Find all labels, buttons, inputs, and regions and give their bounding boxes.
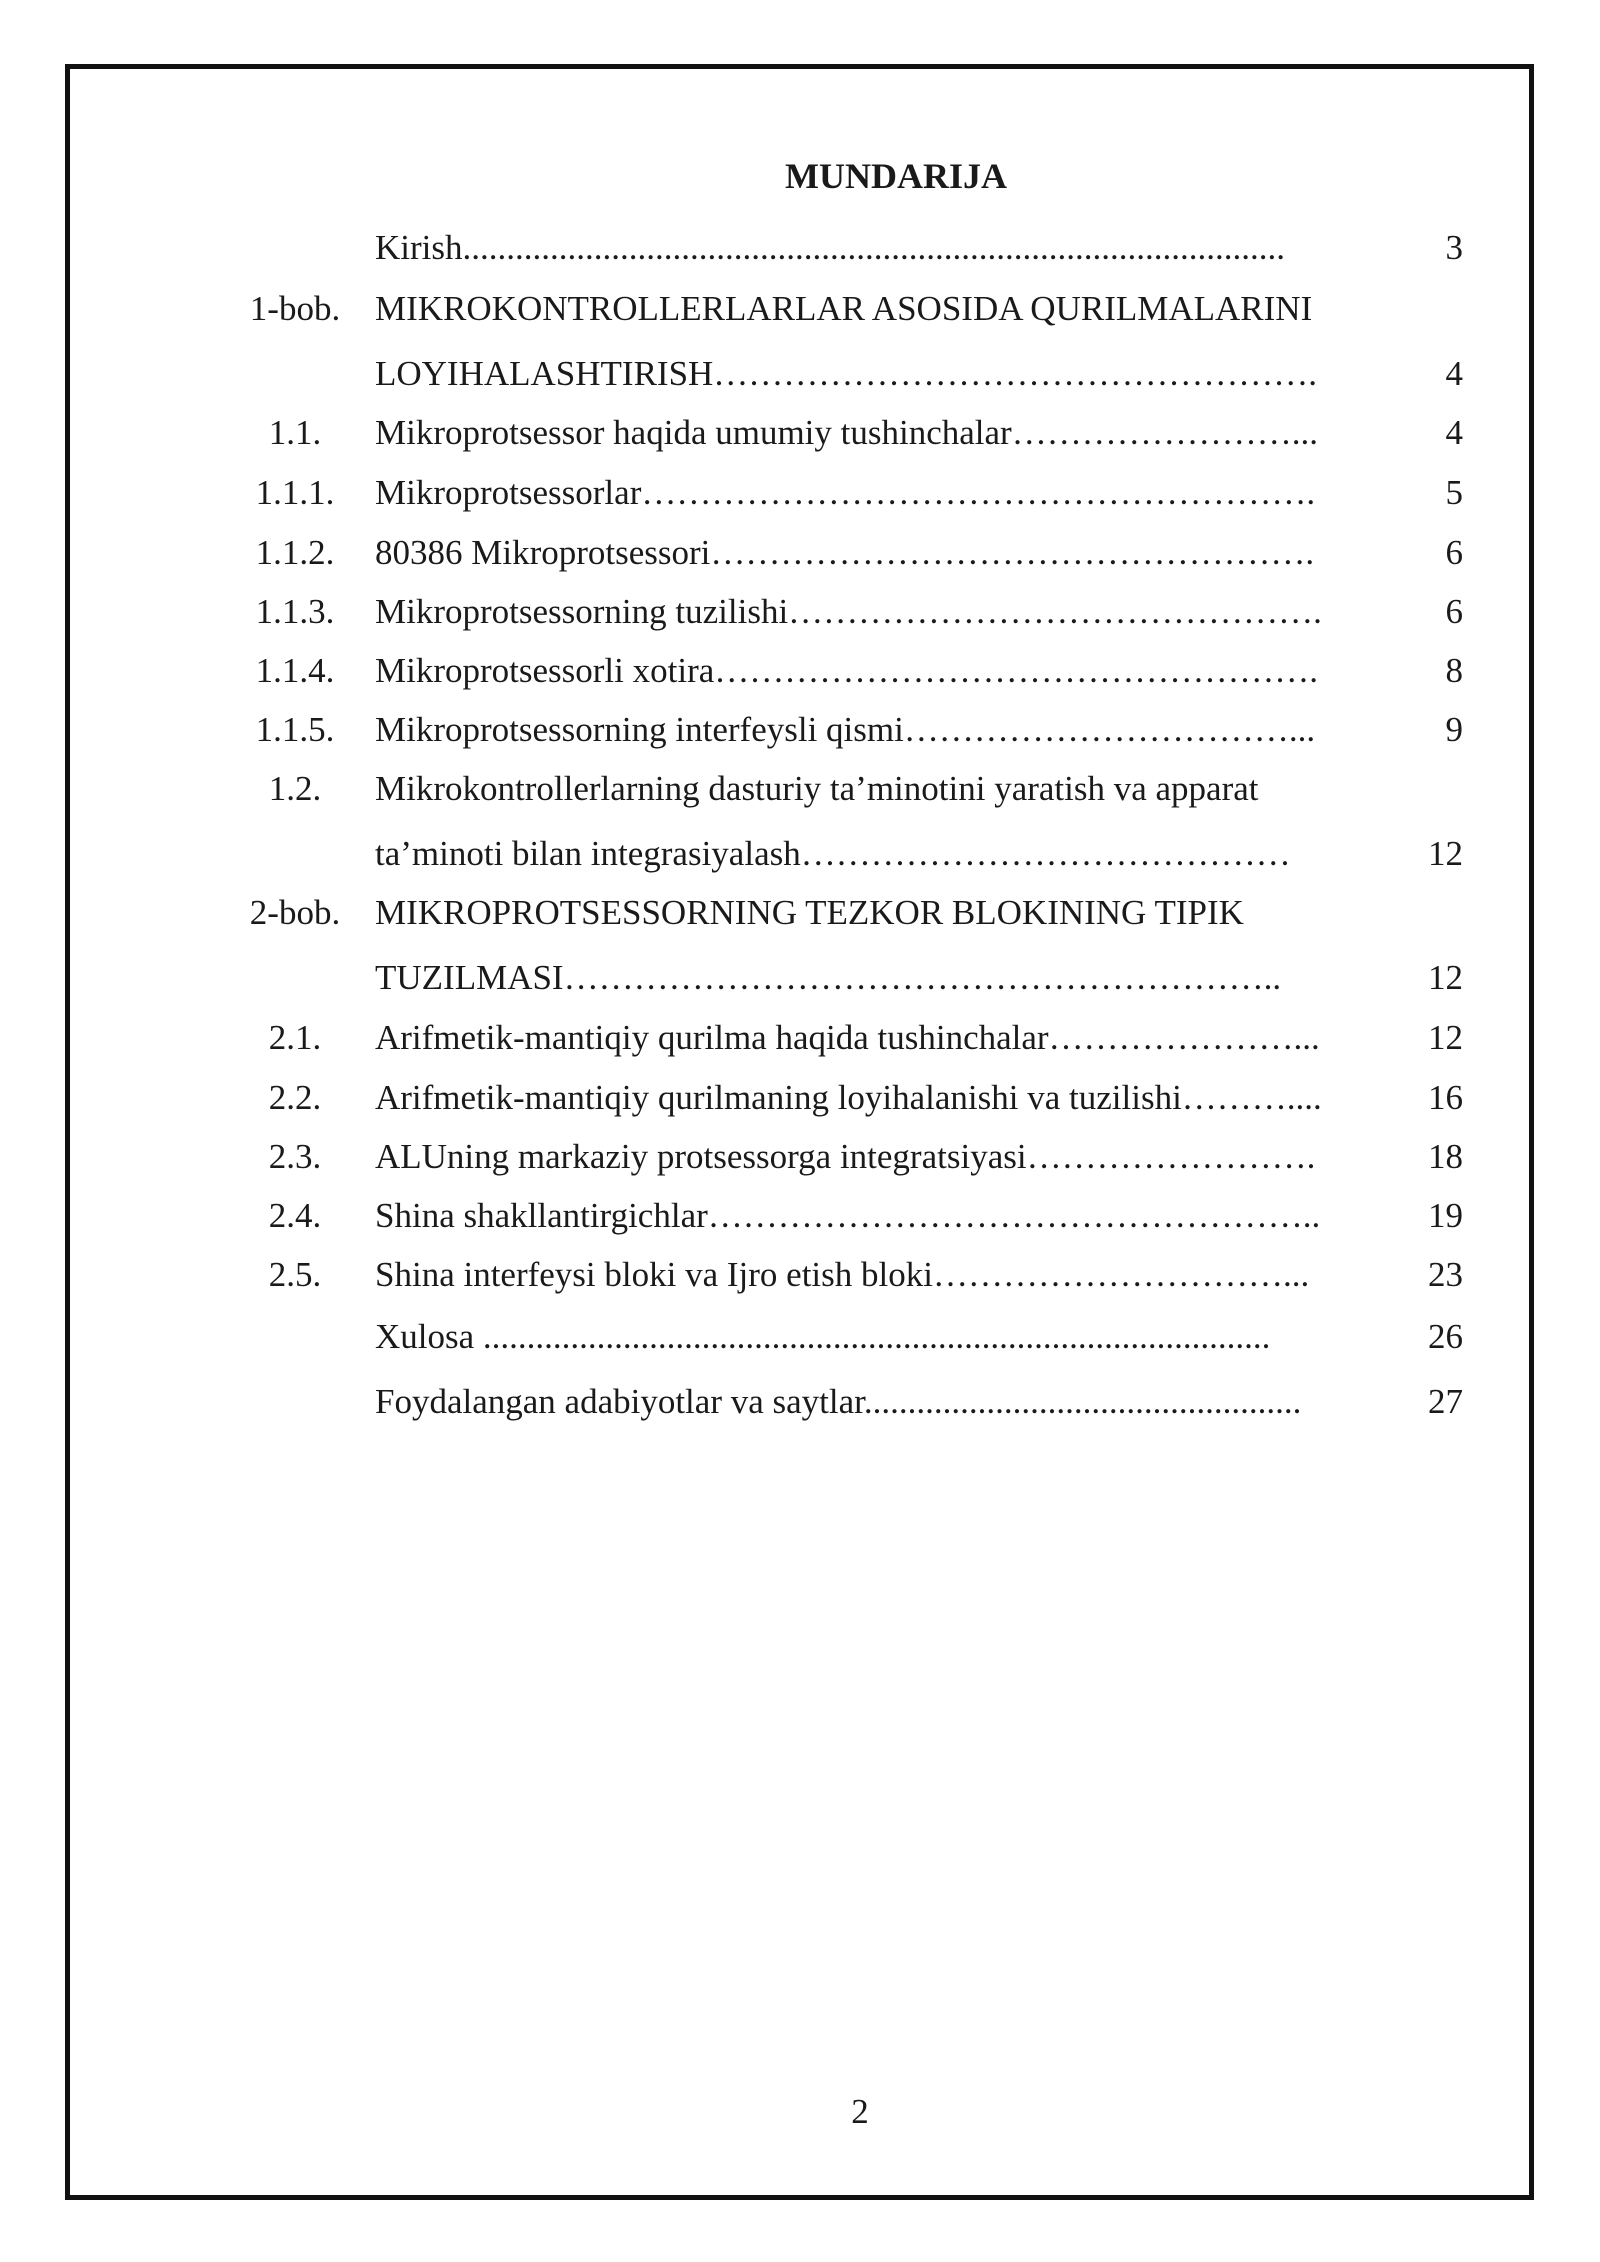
toc-entry-text: Mikroprotsessorli xotira……………………………………………. [375,651,1319,690]
toc-entry-chapter-1[interactable] [0,285,1600,333]
toc-entry-1-1-1[interactable] [0,469,1600,517]
toc-entry-number: 1.1.3. [255,592,335,631]
toc-entry-text: Kirish.............................................................................................. [375,228,1285,267]
toc-entry-page: 19 [1428,1196,1463,1235]
toc-entry-number: 1.1. [268,413,322,452]
toc-entry-page: 6 [1445,533,1463,572]
toc-entry-2-2[interactable] [0,1074,1600,1122]
toc-entry-number: 2.2. [268,1078,322,1117]
toc-entry-number: 1.2. [268,769,322,808]
toc-entry-page: 3 [1445,228,1463,267]
toc-entry-page: 18 [1428,1137,1463,1176]
toc-entry-number: 2.1. [268,1018,322,1057]
toc-entry-text: Foydalangan adabiyotlar va saytlar.................................................. [375,1382,1302,1421]
toc-entry-page: 27 [1428,1382,1463,1421]
toc-entry-text: Mikroprotsessorlar…………………………………………………. [375,473,1316,512]
toc-entry-2-1[interactable] [0,1014,1600,1062]
toc-entry-chapter-2-cont[interactable] [0,954,1600,1002]
toc-entry-chapter-1-cont[interactable] [0,350,1600,398]
toc-entry-1-1[interactable] [0,409,1600,457]
toc-entry-text: LOYIHALASHTIRISH……………………………………………. [375,354,1318,393]
toc-entry-number: 1.1.5. [255,710,335,749]
toc-entry-number: 1-bob. [249,289,341,328]
page-number: 2 [851,2092,869,2131]
toc-entry-text: MIKROKONTROLLERLARLAR ASOSIDA QURILMALARINI [375,289,1313,328]
toc-entry-page: 26 [1428,1317,1463,1356]
toc-entry-page: 12 [1428,834,1463,873]
toc-entry-text: Mikrokontrollerlarning dasturiy ta’minotini yaratish va apparat [375,769,1259,808]
toc-entry-text: Mikroprotsessorning tuzilishi………………………………………. [375,592,1322,631]
toc-entry-1-1-4[interactable] [0,647,1600,695]
toc-entry-text: Arifmetik-mantiqiy qurilma haqida tushinchalar…………………... [375,1018,1320,1057]
toc-entry-1-1-3[interactable] [0,588,1600,636]
toc-entry-page: 12 [1428,958,1463,997]
toc-entry-2-3[interactable] [0,1133,1600,1181]
toc-entry-text: Shina shakllantirgichlar…………………………………………….. [375,1196,1321,1235]
toc-entry-text: Xulosa .......................................................................................... [375,1317,1271,1356]
toc-entry-1-2-cont[interactable] [0,830,1600,878]
toc-entry-number: 1.1.2. [255,533,335,572]
toc-entry-2-4[interactable] [0,1192,1600,1240]
toc-entry-page: 4 [1445,413,1463,452]
toc-entry-references[interactable] [0,1378,1600,1426]
toc-entry-xulosa[interactable] [0,1313,1600,1361]
toc-entry-page: 16 [1428,1078,1463,1117]
toc-entry-number: 2.3. [268,1137,322,1176]
toc-entry-text: ta’minoti bilan integrasiyalash…………………………………… [375,834,1291,873]
toc-entry-text: TUZILMASI…………………………………………………….. [375,958,1282,997]
toc-entry-1-1-5[interactable] [0,706,1600,754]
toc-entry-text: Arifmetik-mantiqiy qurilmaning loyihalanishi va tuzilishi……….... [375,1078,1322,1117]
toc-title: MUNDARIJA [785,156,1007,196]
toc-entry-2-5[interactable] [0,1251,1600,1299]
toc-entry-text: ALUning markaziy protsessorga integratsiyasi……………………. [375,1137,1316,1176]
toc-entry-number: 1.1.4. [255,651,335,690]
toc-entry-1-1-2[interactable] [0,529,1600,577]
toc-entry-number: 1.1.1. [255,473,335,512]
toc-entry-page: 23 [1428,1255,1463,1294]
toc-entry-number: 2-bob. [249,893,341,932]
toc-entry-page: 8 [1445,651,1463,690]
toc-entry-text: MIKROPROTSESSORNING TEZKOR BLOKINING TIPIK [375,893,1244,932]
toc-entry-page: 4 [1445,354,1463,393]
toc-entry-chapter-2[interactable] [0,889,1600,937]
toc-entry-text: Mikroprotsessor haqida umumiy tushinchalar……………………... [375,413,1318,452]
toc-entry-page: 12 [1428,1018,1463,1057]
toc-entry-text: Shina interfeysi bloki va Ijro etish bloki…………………………... [375,1255,1310,1294]
toc-entry-page: 9 [1445,710,1463,749]
toc-entry-text: 80386 Mikroprotsessori……………………………………………. [375,533,1315,572]
toc-entry-kirish[interactable] [0,224,1600,272]
toc-entry-text: Mikroprotsessorning interfeysli qismi……………………………... [375,710,1316,749]
toc-entry-1-2[interactable] [0,765,1600,813]
toc-entry-number: 2.5. [268,1255,322,1294]
toc-entry-page: 6 [1445,592,1463,631]
toc-entry-number: 2.4. [268,1196,322,1235]
toc-entry-page: 5 [1445,473,1463,512]
